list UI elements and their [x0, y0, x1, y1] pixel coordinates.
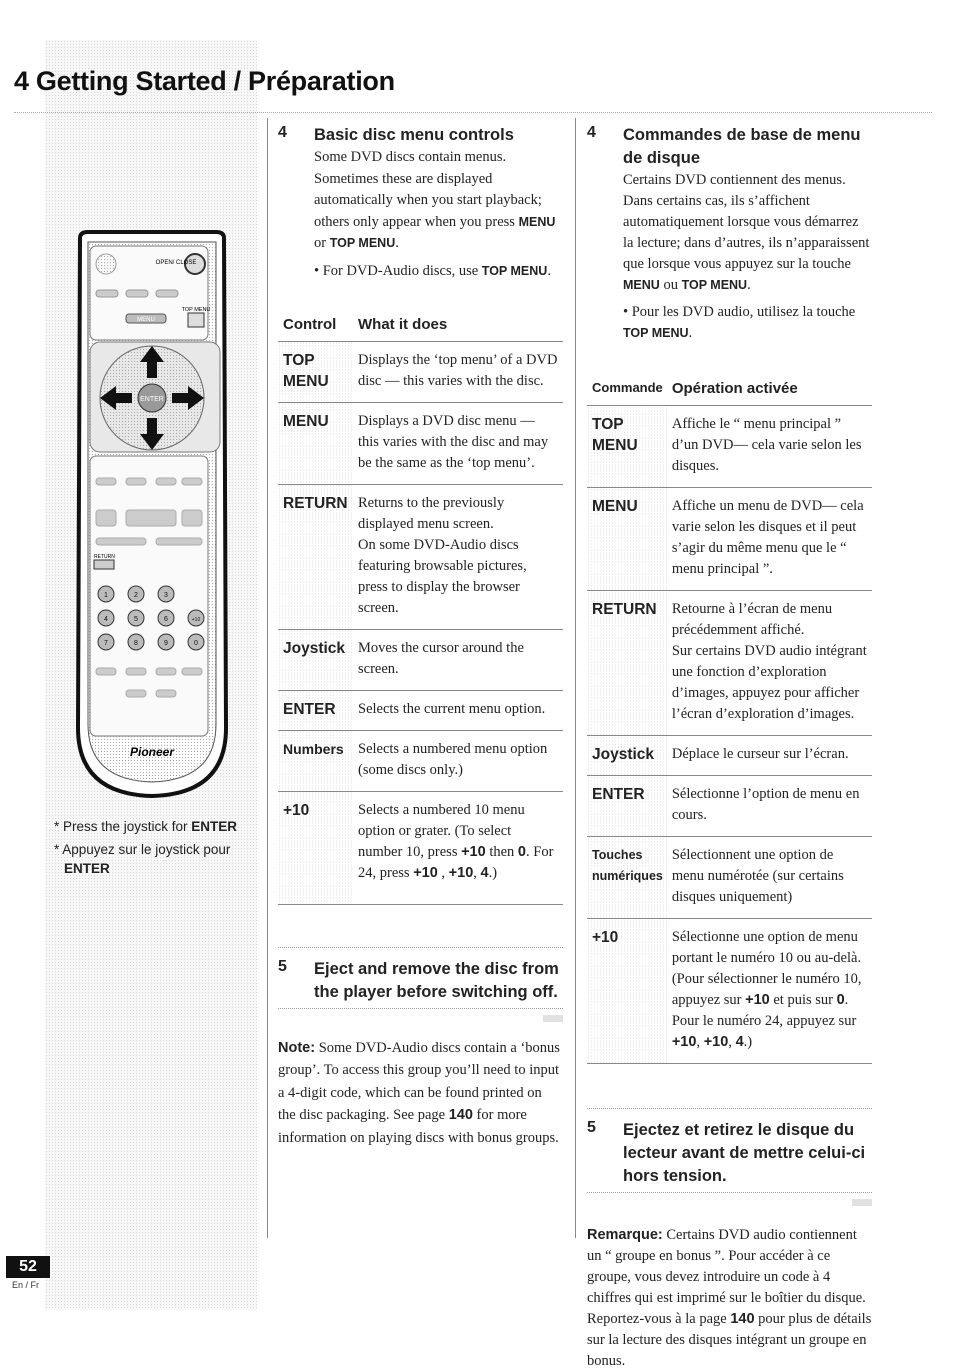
table-row: Touches numériques Sélectionnent une option de menu numérotée (sur certains disques uniquement) — [587, 837, 872, 919]
section-rule — [587, 1192, 872, 1211]
digit-8: 8 — [134, 640, 138, 647]
menu-label: MENU — [137, 317, 155, 323]
controls-table-fr — [587, 372, 872, 1064]
title-rule — [14, 112, 932, 113]
digit-4: 4 — [104, 616, 108, 623]
return-label: RETURN — [94, 554, 115, 560]
page-title: 4 Getting Started / Préparation — [14, 66, 395, 96]
page-number: 52 — [6, 1256, 50, 1278]
table-row: RETURN Returns to the previously displayed menu screen. On some DVD-Audio discs featuring browsable pictures, press to display the browser screen. — [278, 484, 563, 629]
open-close-label: OPEN/ CLOSE — [155, 260, 197, 266]
table-row: +10 Sélectionne une option de menu portant le numéro 10 ou au-delà. (Pour sélectionner le numéro 10, appuyez sur +10 et puis sur 0. Pour le numéro 24, appuyez sur +10, +10, 4.) — [587, 919, 872, 1064]
table-row: Joystick Moves the cursor around the screen. — [278, 629, 563, 690]
table-row: RETURN Retourne à l’écran de menu précédemment affiché. Sur certains DVD audio intégrant une fonction d’exploration d’images, appuyez pour afficher l’écran d’exploration d’images. — [587, 591, 872, 736]
digit-3: 3 — [164, 592, 168, 599]
caption-en: * Press the joystick for ENTER — [54, 819, 238, 834]
french-column — [587, 124, 872, 1372]
digit-5: 5 — [134, 616, 138, 623]
caption-fr: * Appuyez sur le joystick pour ENTER — [54, 842, 231, 876]
table-header: Commande Opération activée — [587, 372, 872, 406]
english-column — [278, 124, 563, 1149]
column-divider-right — [575, 118, 576, 1238]
table-row: TOP MENU Displays the ‘top menu’ of a DVD disc — this varies with the disc. — [278, 341, 563, 402]
digit-plus10: +10 — [191, 617, 201, 623]
note-fr: Remarque: Certains DVD audio contiennent un “ groupe en bonus ”. Pour accéder à ce groupe, vous devez introduire un code à 4 chiffres qui est imprimé sur le boîtier du disque. Reportez-vous à la page 140 pour plus de détails sur la lecture des disques intégrant un groupe en bonus. — [587, 1227, 872, 1369]
remote-control-illustration — [70, 228, 234, 800]
section-rule — [278, 947, 563, 948]
section-number: 5 — [278, 957, 287, 975]
table-row: MENU Displays a DVD disc menu — this varies with the disc and may be the same as the ‘top menu’. — [278, 402, 563, 484]
section-bullet: • For DVD-Audio discs, use TOP MENU. — [314, 262, 551, 279]
digit-9: 9 — [164, 640, 168, 647]
section-heading: Basic disc menu controls — [314, 126, 514, 144]
note-en: Note: Some DVD-Audio discs contain a ‘bonus group’. To access this group you’ll need to input a 4-digit code, which can be found printed on the disc packaging. See page 140 for more information on playing discs with bonus groups. — [278, 1039, 560, 1146]
digit-0: 0 — [194, 640, 198, 647]
digit-7: 7 — [104, 640, 108, 647]
table-row: Joystick Déplace le curseur sur l’écran. — [587, 736, 872, 776]
section-heading: Commandes de base de menu de disque — [623, 126, 861, 167]
enter-label: ENTER — [140, 396, 164, 403]
section-bullet: • Pour les DVD audio, utilisez la touche TOP MENU. — [623, 304, 856, 341]
table-row: ENTER Selects the current menu option. — [278, 690, 563, 730]
section-body: Certains DVD contiennent des menus. Dans certains cas, ils s’affichent automatiquement lorsque vous démarrez la lecture; dans d’autres, ils n’apparaissent que lorsque vous appuyez sur la touche MENU ou TOP MENU. — [623, 172, 870, 293]
page-language: En / Fr — [12, 1280, 40, 1290]
table-row: ENTER Sélectionne l’option de menu en cours. — [587, 776, 872, 837]
table-row: MENU Affiche un menu de DVD— cela varie selon les disques et il peut s’agir du même menu que le “ menu principal ”. — [587, 488, 872, 591]
section-heading: Ejectez et retirez le disque du lecteur avant de mettre celui-ci hors tension. — [623, 1121, 866, 1185]
digit-6: 6 — [164, 616, 168, 623]
brand-logo: Pioneer — [129, 745, 175, 759]
column-divider-left — [267, 118, 268, 1238]
section-rule — [587, 1108, 872, 1109]
table-row: Numbers Selects a numbered menu option (some discs only.) — [278, 730, 563, 791]
section-number: 4 — [278, 124, 287, 141]
controls-table-en — [278, 308, 563, 905]
table-header: Control What it does — [278, 308, 563, 342]
section-rule — [278, 1008, 563, 1027]
section-number: 4 — [587, 124, 596, 141]
table-row: +10 Selects a numbered 10 menu option or grater. (To select number 10, press +10 then 0. For 24, press +10 , +10, 4.) — [278, 791, 563, 904]
digit-1: 1 — [104, 592, 108, 599]
table-row: TOP MENU Affiche le “ menu principal ” d’un DVD— cela varie selon les disques. — [587, 406, 872, 488]
digit-2: 2 — [134, 592, 138, 599]
section-number: 5 — [587, 1119, 596, 1136]
section-body: Some DVD discs contain menus. Sometimes these are displayed automatically when you start playback; others only appear when you press MENU or TOP MENU. — [314, 149, 556, 251]
section-heading: Eject and remove the disc from the player before switching off. — [314, 959, 559, 1001]
top-menu-label: TOP MENU — [181, 307, 211, 313]
